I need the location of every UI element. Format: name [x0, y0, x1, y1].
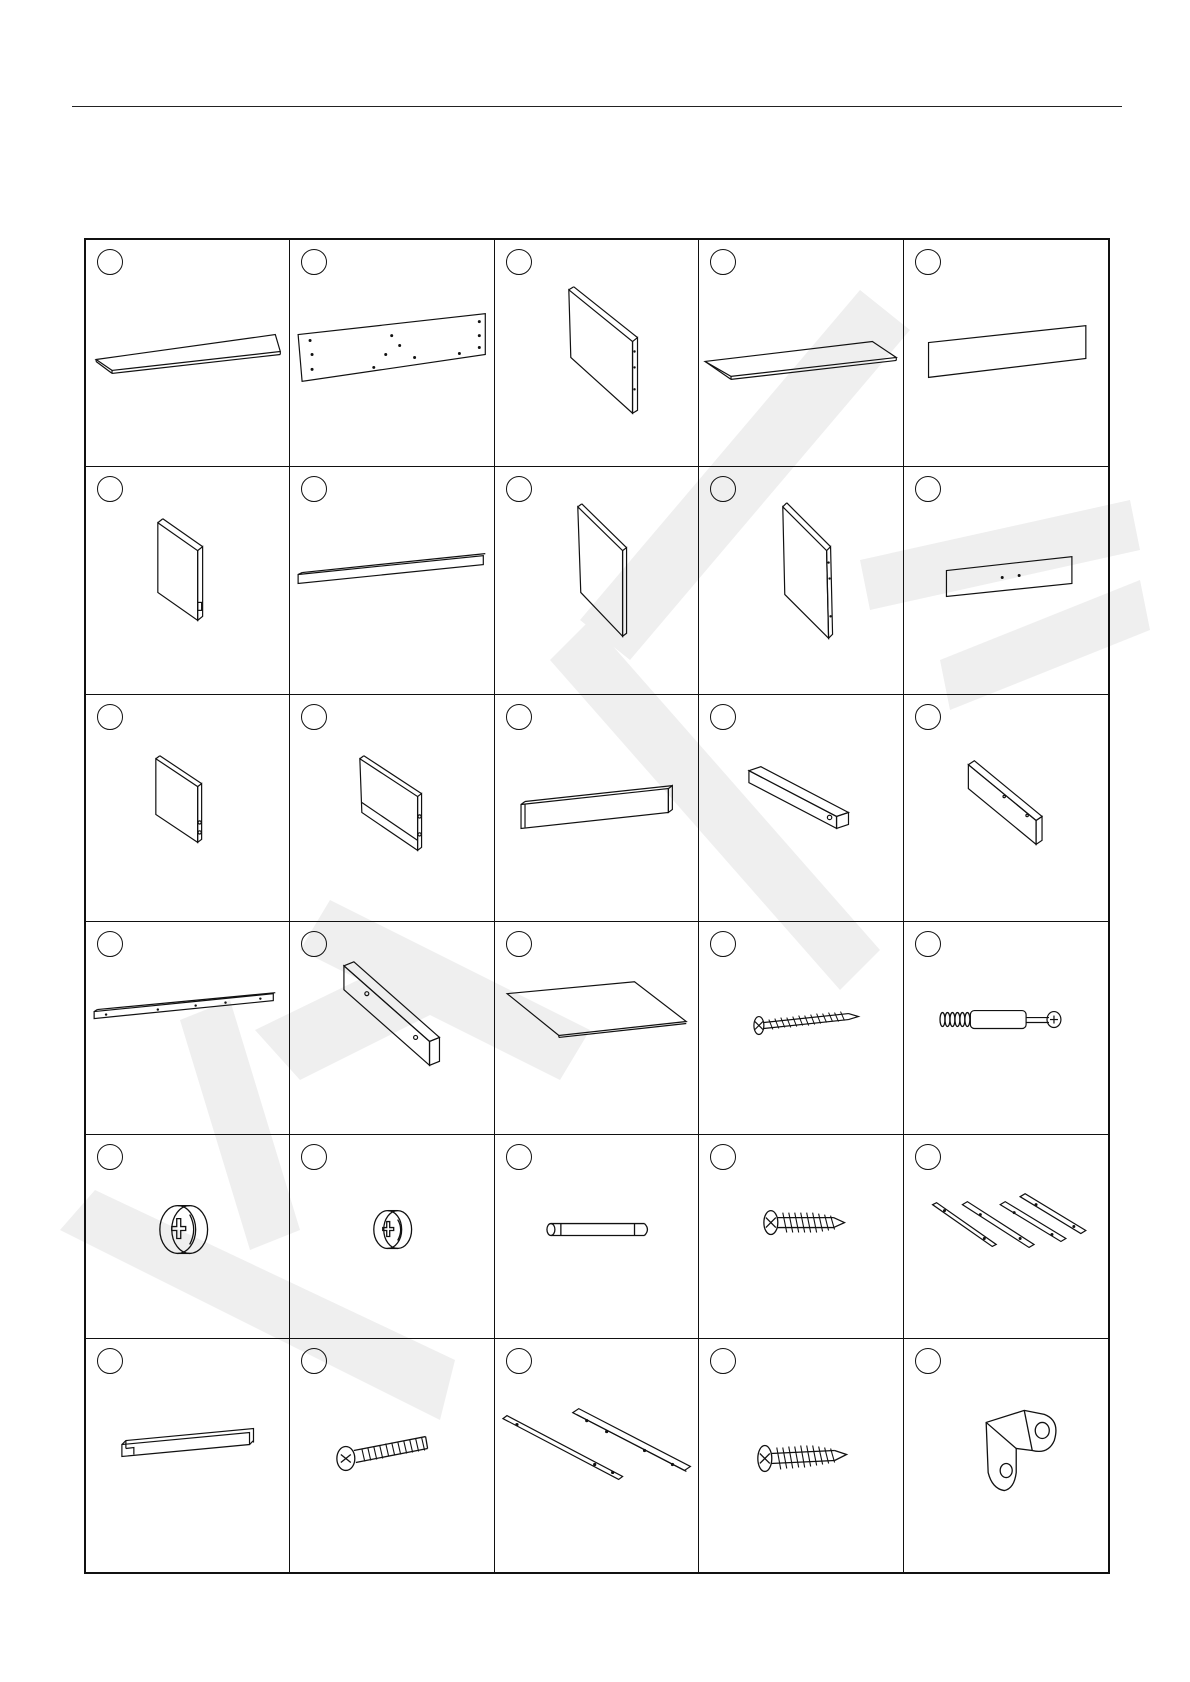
part-cell — [904, 1339, 1108, 1572]
panel-front-strip-icon — [904, 240, 1108, 466]
part-cell — [904, 922, 1108, 1135]
angle-bracket-icon — [904, 1339, 1108, 1572]
panel-thin-long-icon — [86, 240, 289, 466]
part-cell — [495, 467, 699, 695]
part-cell — [904, 1135, 1108, 1339]
drawer-side-grooved-icon — [290, 695, 493, 921]
part-cell — [904, 695, 1108, 922]
part-cell — [699, 1135, 903, 1339]
cam-lock-small-icon — [290, 1135, 493, 1338]
part-cell — [86, 467, 290, 695]
part-cell — [86, 1135, 290, 1339]
part-cell — [904, 240, 1108, 467]
part-cell — [699, 1339, 903, 1572]
cam-bolt-icon — [904, 922, 1108, 1134]
part-cell — [290, 467, 494, 695]
parts-grid — [84, 238, 1110, 1574]
part-cell — [699, 922, 903, 1135]
screw-long-icon — [699, 922, 902, 1134]
channel-profile-icon — [86, 1339, 289, 1572]
part-cell — [86, 240, 290, 467]
screw-short-icon — [699, 1135, 902, 1338]
part-cell — [290, 1339, 494, 1572]
header-rule — [72, 106, 1122, 107]
part-cell — [699, 240, 903, 467]
part-cell — [699, 467, 903, 695]
drawer-slide-pair-icon — [495, 1339, 698, 1572]
wooden-dowel-icon — [495, 1135, 698, 1338]
batten-short-icon — [904, 695, 1108, 921]
part-cell — [290, 240, 494, 467]
panel-side-upright-icon — [495, 467, 698, 694]
part-cell — [290, 922, 494, 1135]
part-cell — [495, 240, 699, 467]
drawer-back-icon — [495, 695, 698, 921]
part-cell — [495, 922, 699, 1135]
panel-small-upright-icon — [86, 467, 289, 694]
drawer-side-icon — [86, 695, 289, 921]
panel-side-upright-icon — [495, 240, 698, 466]
hardboard-sheet-icon — [495, 922, 698, 1134]
board-thick-icon — [699, 695, 902, 921]
rail-drilled-long-icon — [86, 922, 289, 1134]
part-cell — [86, 922, 290, 1135]
part-cell — [290, 695, 494, 922]
panel-drilled-back-icon — [290, 240, 493, 466]
part-cell — [495, 695, 699, 922]
panel-thin-long-icon — [699, 240, 902, 466]
part-cell — [86, 1339, 290, 1572]
part-cell — [495, 1135, 699, 1339]
part-cell — [290, 1135, 494, 1339]
screw-medium-icon — [699, 1339, 902, 1572]
part-cell — [495, 1339, 699, 1572]
machine-screw-icon — [290, 1339, 493, 1572]
rail-long-thin-icon — [290, 467, 493, 694]
cam-lock-large-icon — [86, 1135, 289, 1338]
panel-drawer-front-icon — [904, 467, 1108, 694]
part-cell — [86, 695, 290, 922]
panel-side-upright-drilled-icon — [699, 467, 902, 694]
drawer-runner-set-icon — [904, 1135, 1108, 1338]
part-cell — [699, 695, 903, 922]
part-cell — [904, 467, 1108, 695]
batten-drilled-icon — [290, 922, 493, 1134]
